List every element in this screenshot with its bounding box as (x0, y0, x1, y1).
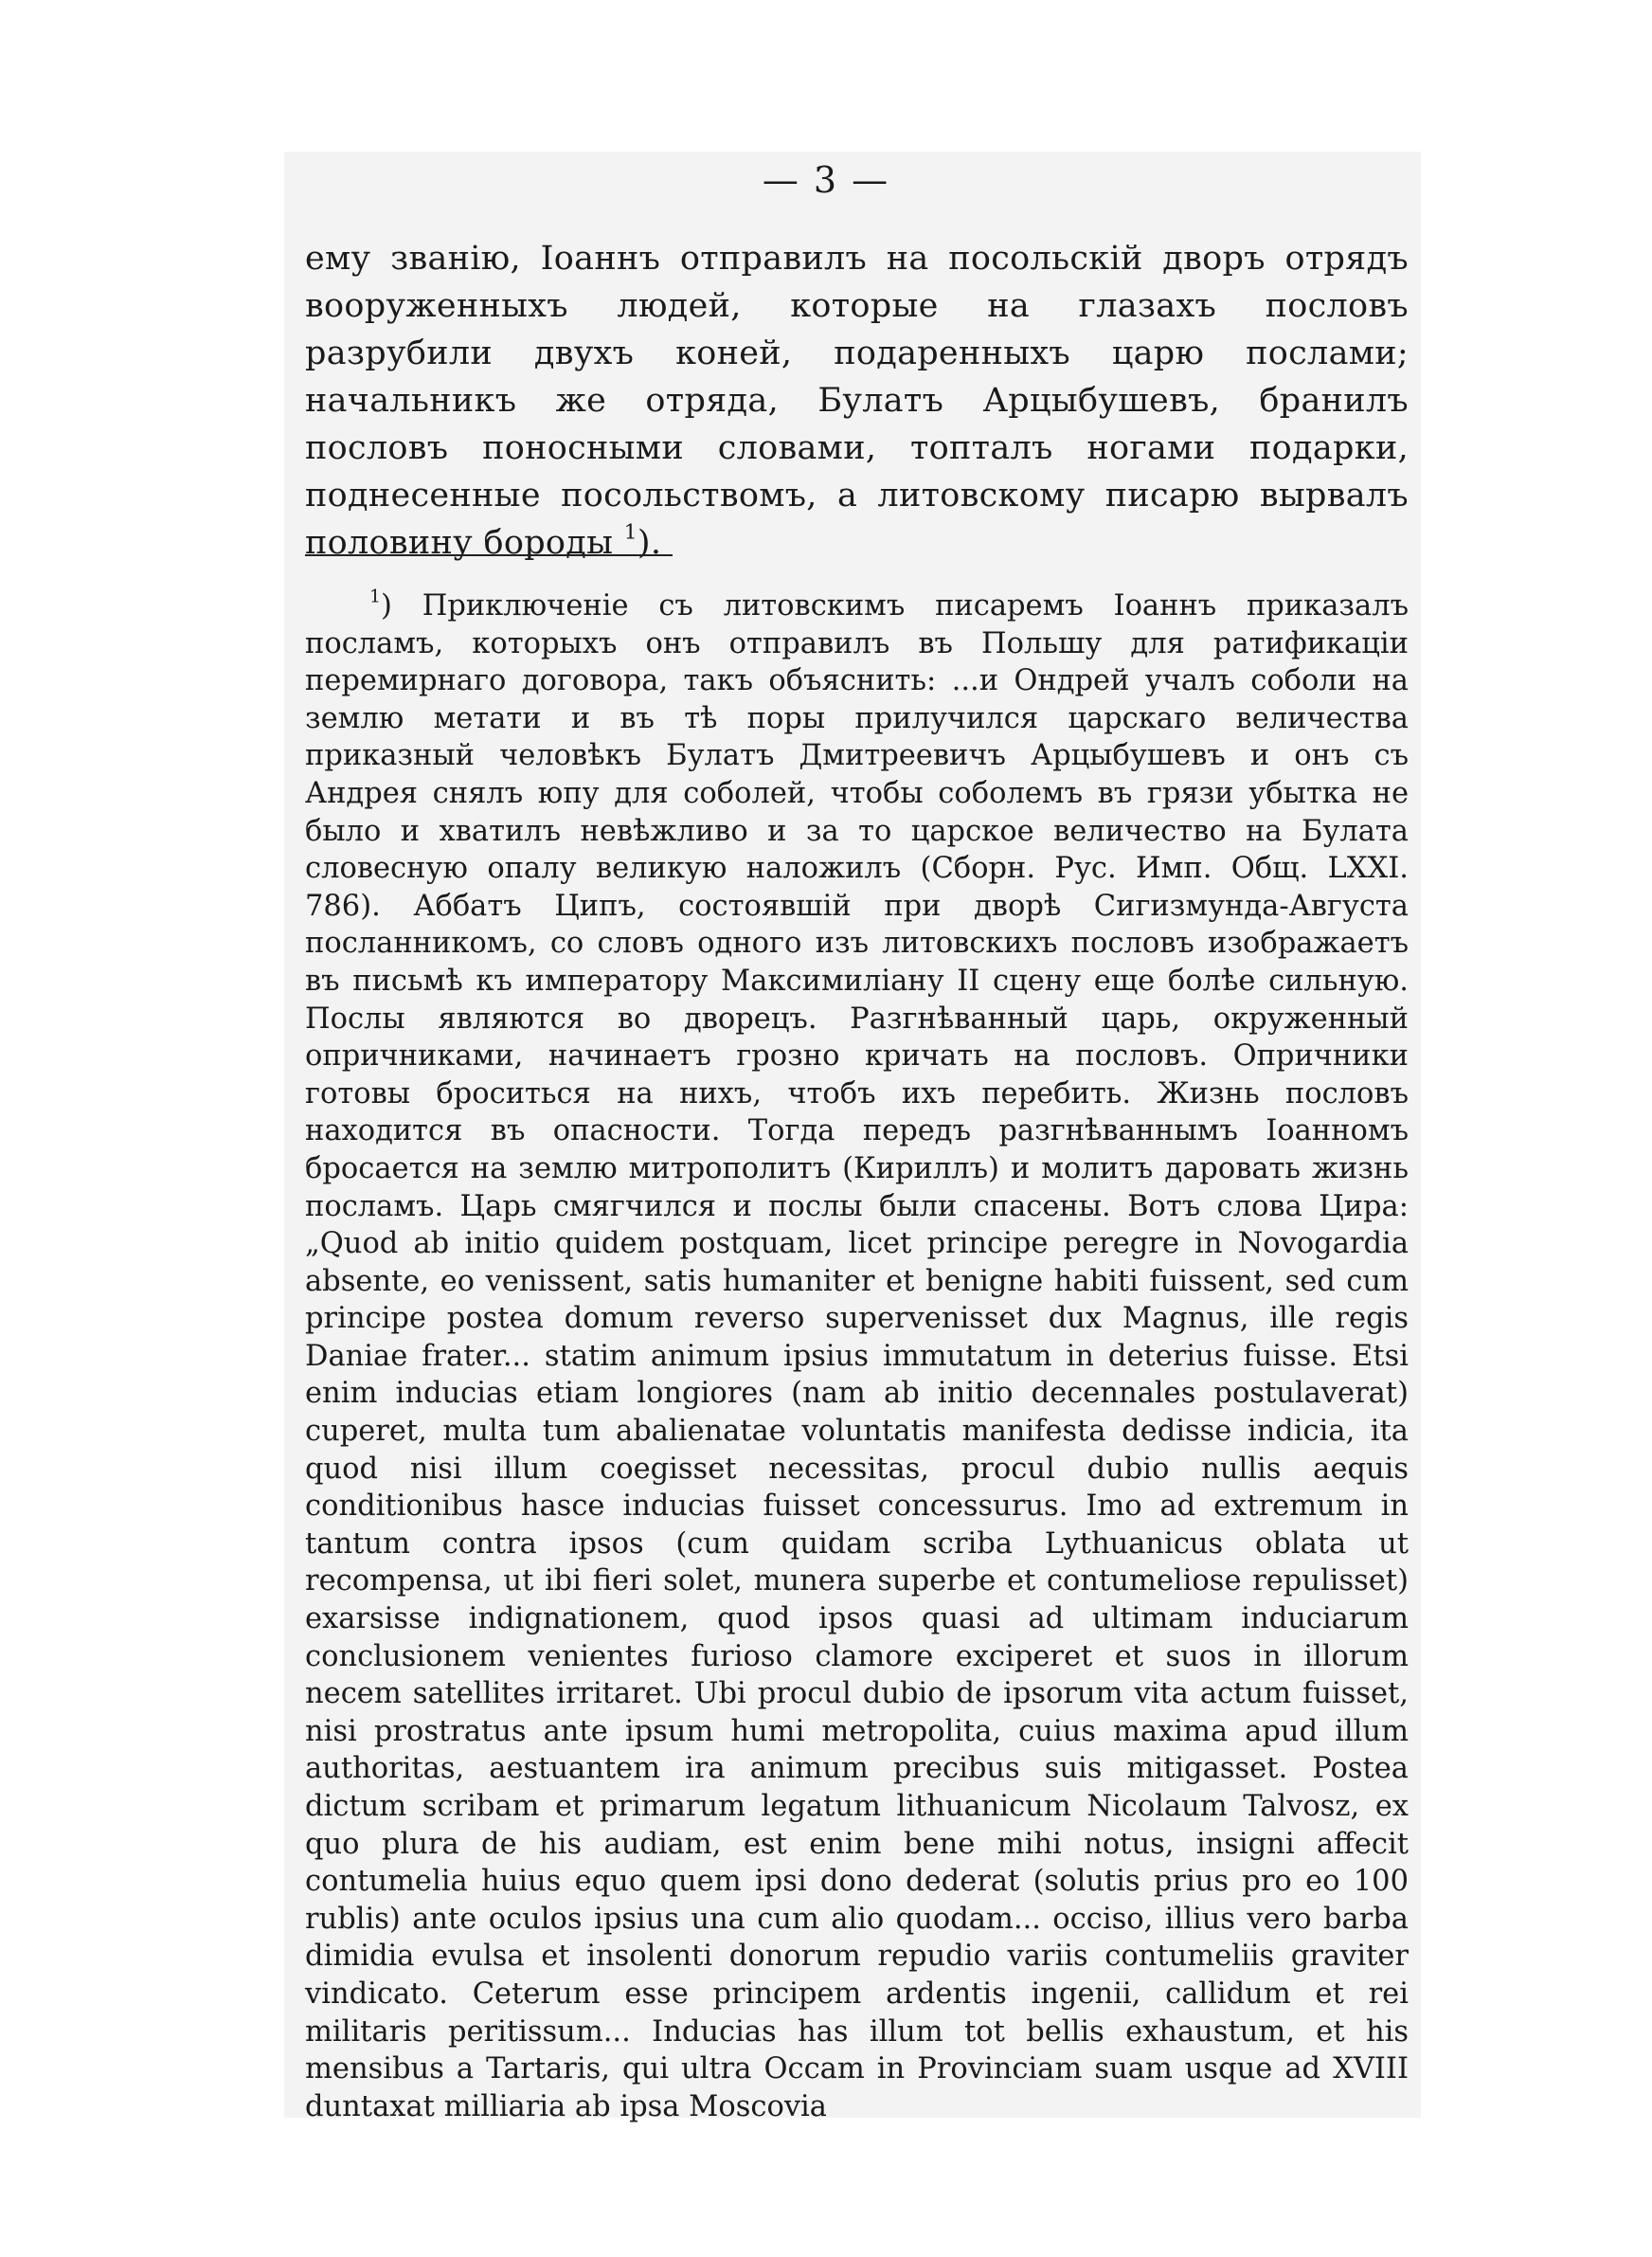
footnote-divider (305, 554, 673, 556)
footnote-marker: 1 (369, 586, 382, 607)
main-paragraph-text: ему званію, Іоаннъ отправилъ на посольскій дворъ отрядъ вооруженныхъ людей, которые на глазахъ пословъ разрубили двухъ коней, подаренныхъ царю послами; начальникъ же отряда, Булатъ Арцыбушевъ, бранилъ пословъ поносными словами, топталъ ногами подарки, поднесенные посольствомъ, а литовскому писарю вырвалъ половину бороды (305, 240, 1409, 562)
footnote (305, 587, 1409, 2125)
main-paragraph (305, 235, 1409, 567)
footnote-marker-paren: ) (381, 589, 392, 623)
page-number: — 3 — (762, 159, 890, 201)
main-paragraph-closing: ). (637, 524, 662, 562)
footnote-text: Приключеніе съ литовскимъ писаремъ Іоаннъ приказалъ посламъ, которыхъ онъ отправилъ въ Польшу для ратификаціи перемирнаго договора, такъ объяснить: ...и Ондрей учалъ соболи на землю метати и въ тѣ поры прилучился царскаго величества приказный человѣкъ Булатъ Дмитреевичъ Арцыбушевъ и онъ съ Андрея снялъ юпу для соболей, чтобы соболемъ въ грязи убытка не было и хватилъ невѣжливо и за то царское величество на Булата словесную опалу великую наложилъ (Сборн. Рус. Имп. Общ. LXXI. 786). Аббатъ Ципъ, состоявшій при дворѣ Сигизмунда-Августа посланникомъ, со словъ одного изъ литовскихъ пословъ изображаетъ въ письмѣ къ императору Максимиліану II сцену еще болѣе сильную. Послы являются во дворецъ. Разгнѣванный царь, окруженный опричниками, начинаетъ грозно кричать на пословъ. Опричники готовы броситься на нихъ, чтобъ ихъ перебить. Жизнь пословъ находится въ опасности. Тогда передъ разгнѣваннымъ Іоанномъ бросается на землю митрополитъ (Кириллъ) и молитъ даровать жизнь посламъ. Царь смягчился и послы были спасены. Вотъ слова Цира: „Quod ab initio quidem postquam, licet principe peregre in Novogardia absente, eo venissent, satis humaniter et benigne habiti fuissent, sed cum principe postea domum reverso supervenisset dux Magnus, ille regis Daniae frater... statim animum ipsius immutatum in deterius fuisse. Etsi enim inducias etiam longiores (nam ab initio decennales postulaverat) cuperet, multa tum abalienatae voluntatis manifesta dedisse indicia, ita quod nisi illum coegisset necessitas, procul dubio nullis aequis conditionibus hasce inducias fuisset concessurus. Imo ad extremum in tantum contra ipsos (cum quidam scriba Lythuanicus oblata ut recompensa, ut ibi fieri solet, munera superbe et contumeliose repulisset) exarsisse indignationem, quod ipsos quasi ad ultimam induciarum conclusionem venientes furioso clamore exciperet et suos in illorum necem satellites irritaret. Ubi procul dubio de ipsorum vita actum fuisset, nisi prostratus ante ipsum humi metropolita, cuius maxima apud illum authoritas, aestuantem ira animum precibus suis mitigasset. Postea dictum scribam et primarum legatum lithuanicum Nicolaum Talvosz, ex quo plura de his audiam, est enim bene mihi notus, insigni affecit contumelia huius equo quem ipsi dono dederat (solutis prius pro eo 100 rublis) ante oculos ipsius una cum alio quodam... occiso, illius vero barba dimidia evulsa et insolenti donorum repudio variis contumeliis graviter vindicato. Ceterum esse principem ardentis ingenii, callidum et rei militaris peritissum... Inducias has illum tot bellis exhaustum, et his mensibus a Tartaris, qui ultra Occam in Provinciam suam usque ad XVIII duntaxat milliaria ab ipsa Moscovia (305, 589, 1409, 2123)
footnote-reference: 1 (623, 520, 637, 545)
